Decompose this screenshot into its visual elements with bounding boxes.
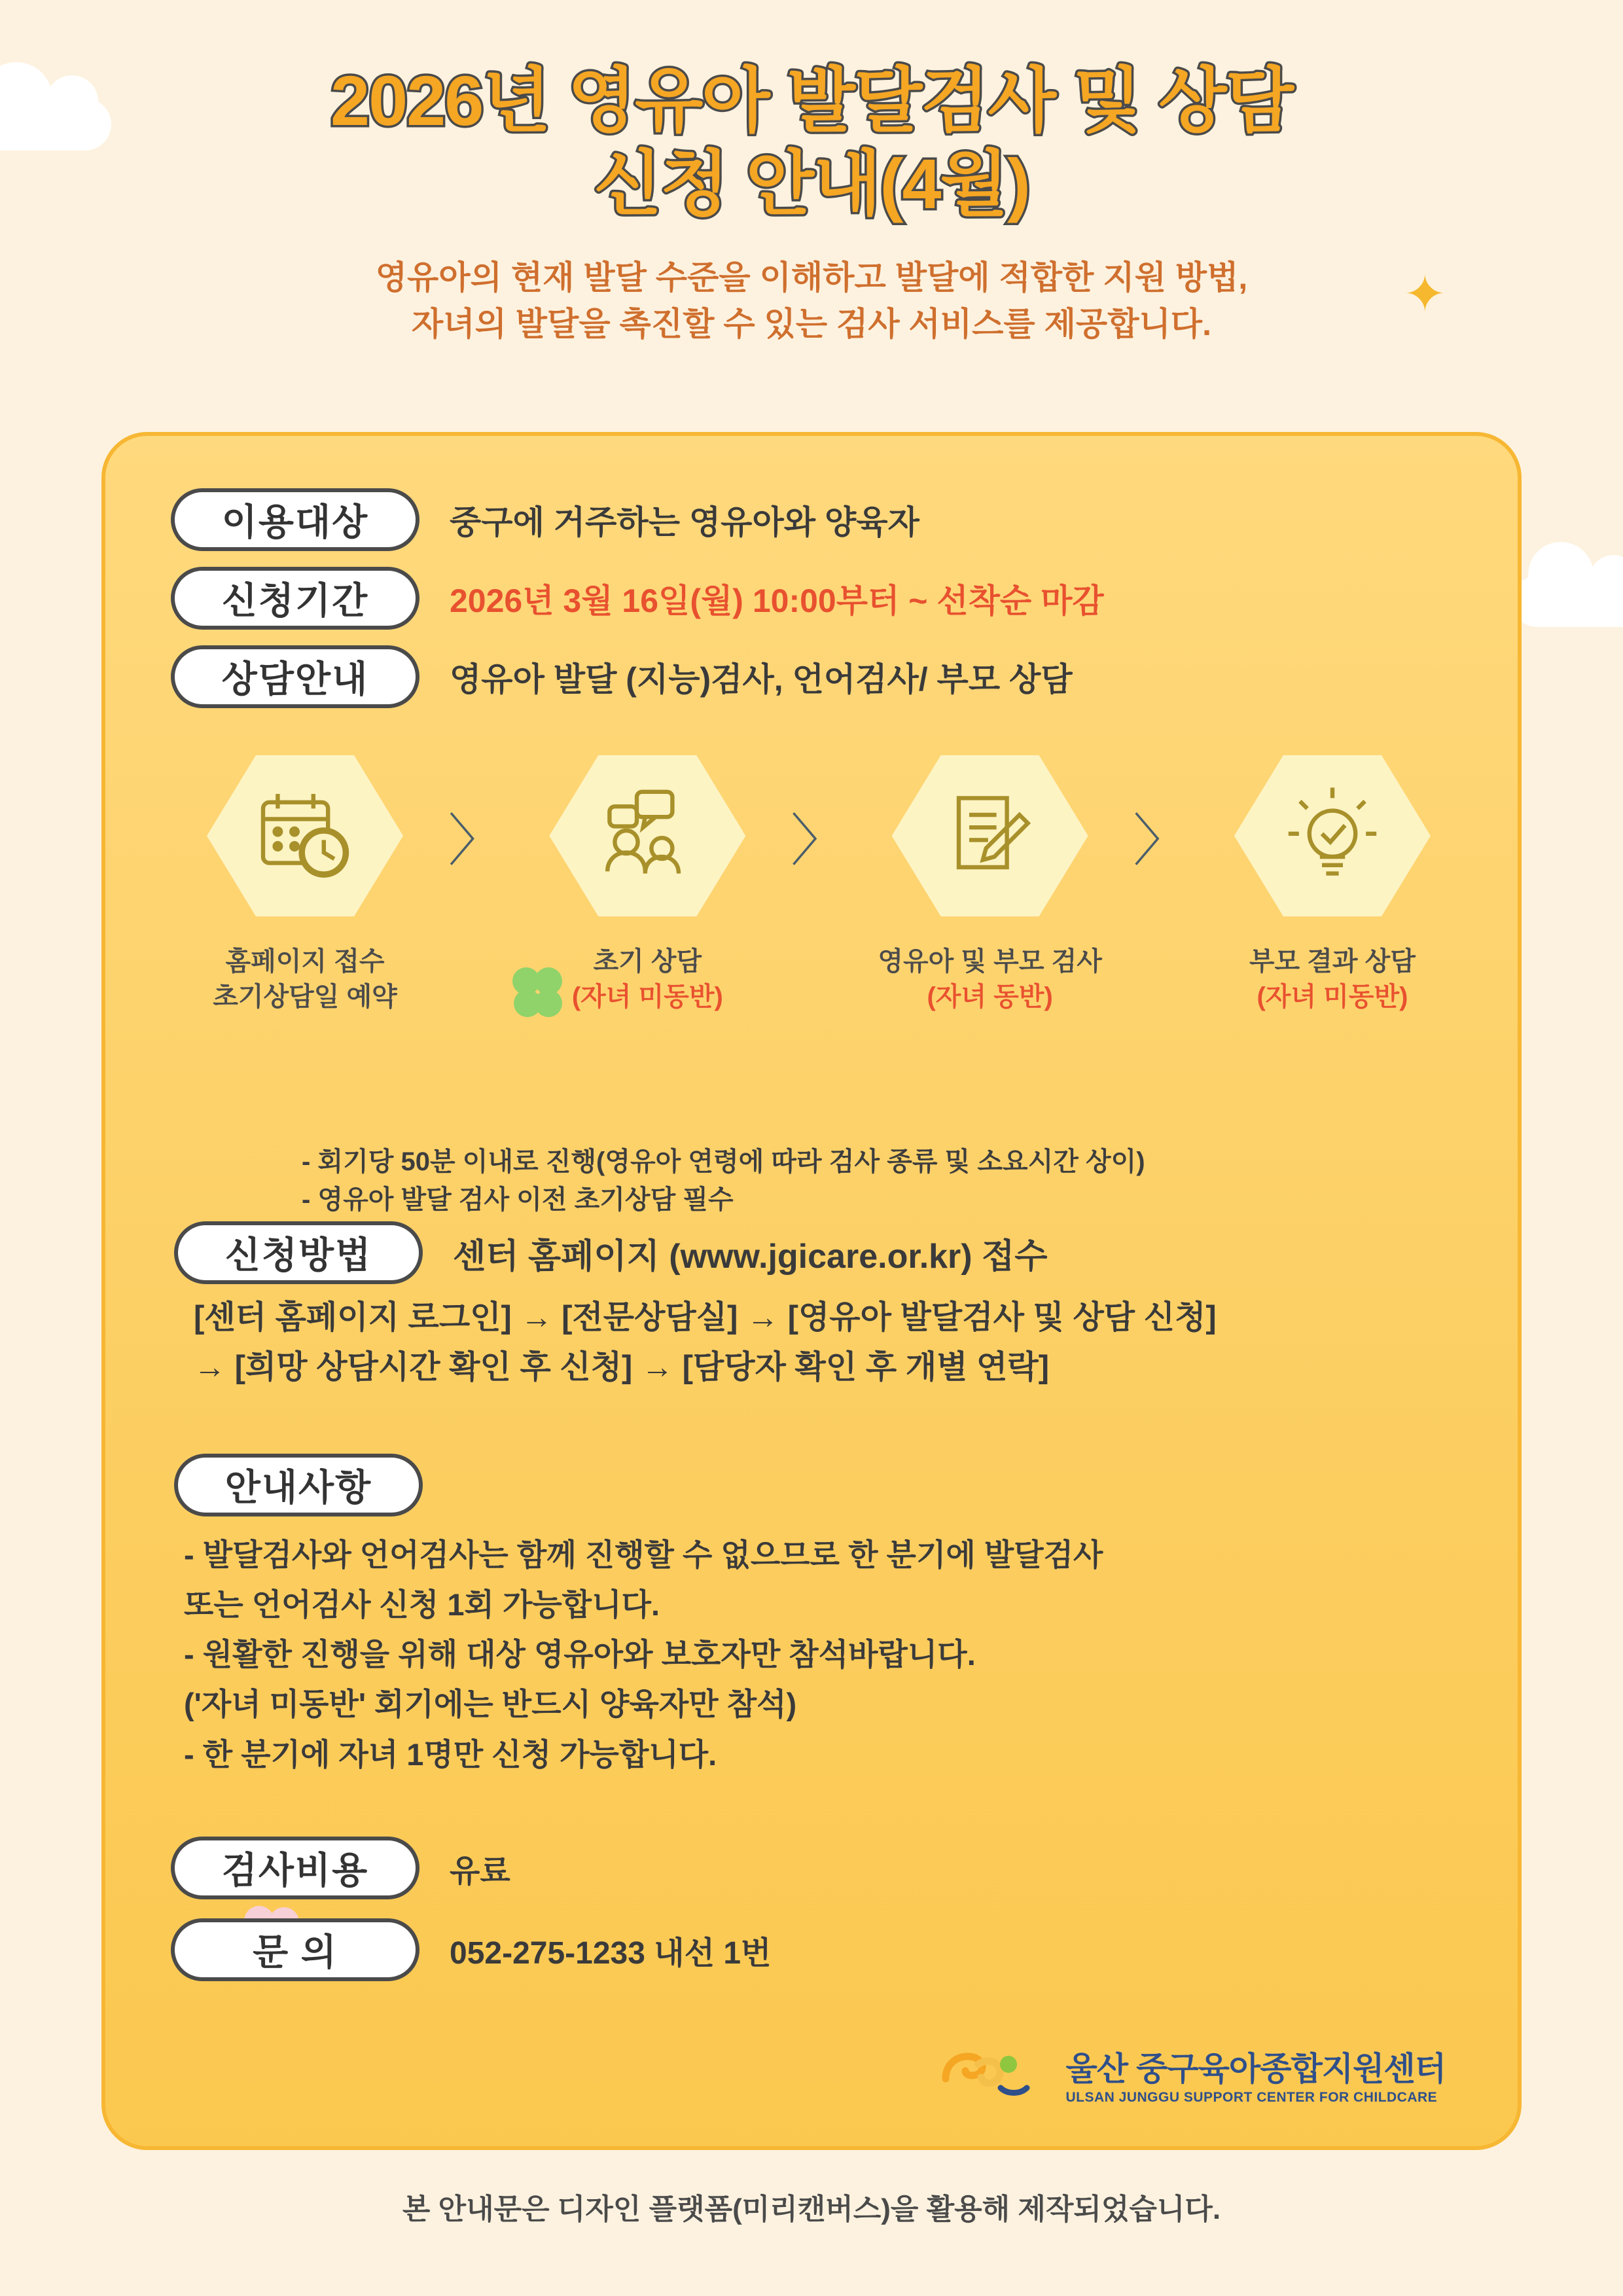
sparkle-icon-top: ✦ bbox=[1403, 265, 1446, 323]
info-notice-list bbox=[184, 1530, 1467, 1780]
lightbulb-check-icon bbox=[1234, 750, 1431, 922]
process-step-3-line1: 영유아 및 부모 검사 bbox=[878, 947, 1102, 976]
row-consult bbox=[171, 645, 1073, 708]
logo-text bbox=[1066, 2043, 1446, 2106]
label-period: 신청기간 bbox=[171, 567, 419, 630]
process-step-4-label bbox=[1195, 944, 1470, 1014]
main-info-card bbox=[101, 432, 1522, 2150]
footer-note: 본 안내문은 디자인 플랫폼(미리캔버스)을 활용해 제작되었습니다. bbox=[402, 2193, 1221, 2225]
value-fee: 유료 bbox=[450, 1854, 510, 1889]
logo-subtitle: ULSAN JUNGGU SUPPORT CENTER FOR CHILDCARE bbox=[1065, 2090, 1438, 2105]
apply-steps-line2: → [희망 상담시간 확인 후 신청] → [담당자 확인 후 개별 연락] bbox=[194, 1349, 1050, 1385]
page-title-line1: 2026년 영유아 발달검사 및 상담 bbox=[330, 61, 1293, 140]
row-period bbox=[171, 567, 1104, 630]
logo-title: 울산 중구육아종합지원센터 bbox=[1065, 2051, 1446, 2087]
process-notes bbox=[302, 1143, 1145, 1219]
process-step-3 bbox=[853, 750, 1128, 1014]
process-step-2-sub: (자녀 미동반) bbox=[571, 982, 723, 1011]
organization-logo bbox=[938, 2038, 1446, 2110]
label-fee: 검사비용 bbox=[171, 1837, 419, 1899]
label-contact: 문 의 bbox=[171, 1918, 419, 1981]
poster-header bbox=[0, 59, 1623, 348]
process-step-1 bbox=[168, 750, 442, 1014]
page-subtitle-line2: 자녀의 발달을 촉진할 수 있는 검사 서비스를 제공합니다. bbox=[411, 305, 1212, 342]
info-notice-line5: - 한 분기에 자녀 1명만 신청 가능합니다. bbox=[184, 1736, 717, 1772]
value-target: 중구에 거주하는 영유아와 양육자 bbox=[450, 504, 919, 541]
chevron-right-icon-2: 〉 bbox=[790, 810, 847, 872]
process-step-2-label bbox=[510, 944, 785, 1014]
calendar-clock-icon bbox=[207, 750, 403, 922]
process-step-4-sub: (자녀 미동반) bbox=[1257, 982, 1408, 1011]
process-step-3-sub: (자녀 동반) bbox=[927, 982, 1053, 1011]
chevron-right-icon-1: 〉 bbox=[448, 810, 505, 872]
row-contact bbox=[171, 1918, 771, 1981]
info-notice-line1: - 발달검사와 언어검사는 함께 진행할 수 없으므로 한 분기에 발달검사 bbox=[184, 1537, 1103, 1572]
info-notice-line3: - 원활한 진행을 위해 대상 영유아와 보호자만 참석바랍니다. bbox=[184, 1637, 976, 1672]
process-steps bbox=[168, 750, 1470, 1014]
logo-mark-icon bbox=[938, 2038, 1049, 2110]
process-step-4-line1: 부모 결과 상담 bbox=[1249, 947, 1416, 976]
row-fee bbox=[171, 1837, 510, 1899]
process-note-line2: - 영유아 발달 검사 이전 초기상담 필수 bbox=[302, 1185, 734, 1214]
cloud-decoration-right bbox=[1512, 576, 1623, 627]
info-notice-line4: ('자녀 미동반' 회기에는 반드시 양육자만 참석) bbox=[184, 1687, 797, 1722]
process-step-4 bbox=[1195, 750, 1470, 1014]
process-step-1-line2: 초기상담일 예약 bbox=[213, 982, 397, 1011]
chevron-right-icon-3: 〉 bbox=[1133, 810, 1190, 872]
page-subtitle bbox=[0, 255, 1623, 348]
apply-steps-text bbox=[194, 1293, 1457, 1393]
row-apply-method bbox=[174, 1221, 1048, 1284]
document-pencil-icon bbox=[892, 750, 1088, 922]
label-target: 이용대상 bbox=[171, 488, 419, 551]
row-info-notice bbox=[174, 1454, 423, 1516]
process-step-2 bbox=[510, 750, 785, 1014]
apply-steps-line1: [센터 홈페이지 로그인] → [전문상담실] → [영유아 발달검사 및 상담 신청] bbox=[194, 1300, 1217, 1335]
label-consult: 상담안내 bbox=[171, 645, 419, 708]
process-step-3-label bbox=[853, 944, 1128, 1014]
info-notice-line2: 또는 언어검사 신청 1회 가능합니다. bbox=[184, 1587, 660, 1623]
row-target bbox=[171, 488, 919, 551]
process-step-2-line1: 초기 상담 bbox=[593, 947, 702, 976]
process-step-1-label bbox=[168, 944, 442, 1014]
value-consult: 영유아 발달 (지능)검사, 언어검사/ 부모 상담 bbox=[450, 661, 1073, 698]
page-title-line2: 신청 안내(4월) bbox=[594, 144, 1029, 224]
process-note-line1: - 회기당 50분 이내로 진행(영유아 연령에 따라 검사 종류 및 소요시간 상이) bbox=[302, 1147, 1145, 1176]
page-subtitle-line1: 영유아의 현재 발달 수준을 이해하고 발달에 적합한 지원 방법, bbox=[375, 259, 1248, 296]
value-apply-method: 센터 홈페이지 (www.jgicare.or.kr) 접수 bbox=[453, 1237, 1048, 1276]
label-apply-method: 신청방법 bbox=[174, 1221, 423, 1284]
consult-people-icon bbox=[549, 750, 745, 922]
value-period: 2026년 3월 16일(월) 10:00부터 ~ 선착순 마감 bbox=[450, 583, 1104, 619]
label-info-notice: 안내사항 bbox=[174, 1454, 423, 1516]
process-step-1-line1: 홈페이지 접수 bbox=[225, 947, 385, 976]
value-contact: 052-275-1233 내선 1번 bbox=[450, 1935, 772, 1971]
